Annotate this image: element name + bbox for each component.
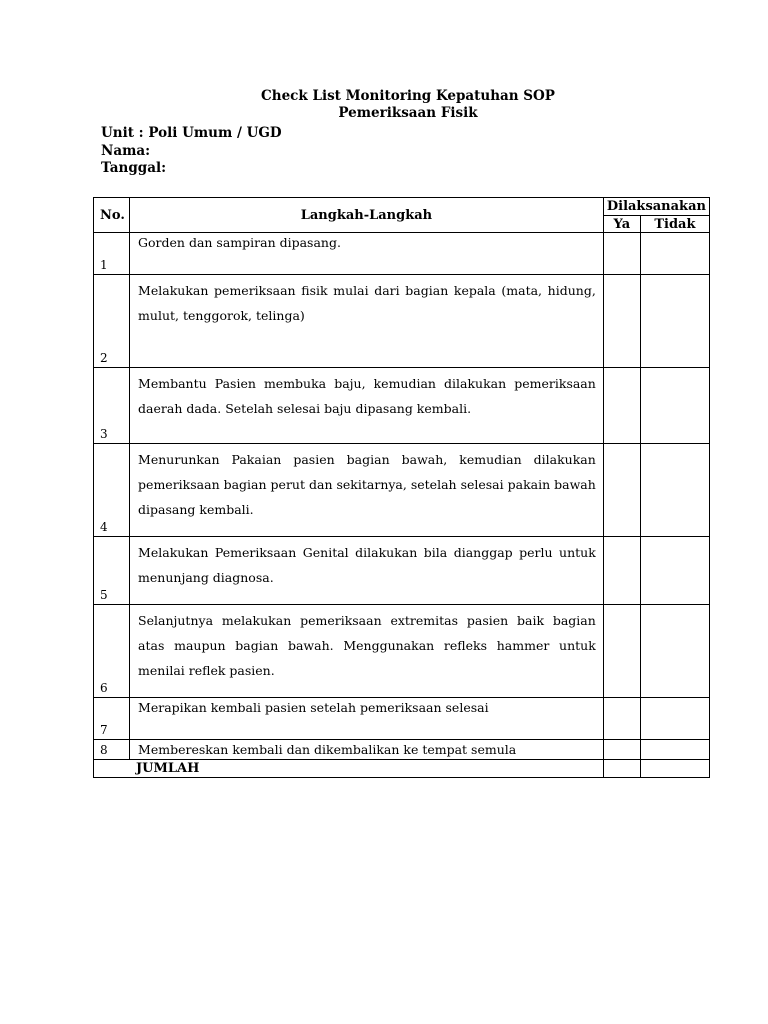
total-row: [94, 760, 710, 778]
tidak-cell[interactable]: [640, 368, 709, 444]
row-step: Melakukan Pemeriksaan Genital dilakukan bila dianggap perlu untuk menunjang diagnosa.: [130, 537, 604, 605]
tidak-cell[interactable]: [640, 233, 709, 275]
table-row: [94, 698, 710, 740]
header-dilaksanakan: Dilaksanakan: [603, 198, 709, 216]
unit-label: Unit : Poli Umum / UGD: [101, 125, 282, 141]
ya-cell[interactable]: [603, 444, 640, 537]
row-number: 2: [94, 275, 130, 368]
row-step: Membereskan kembali dan dikembalikan ke tempat semula: [130, 740, 604, 760]
row-number: 1: [94, 233, 130, 275]
row-step: Membantu Pasien membuka baju, kemudian dilakukan pemeriksaan daerah dada. Setelah selesai baju dipasang kembali.: [130, 368, 604, 444]
checklist-table: [93, 197, 710, 778]
ya-cell[interactable]: [603, 275, 640, 368]
table-row: [94, 537, 710, 605]
row-number: 5: [94, 537, 130, 605]
ya-cell[interactable]: [603, 537, 640, 605]
tanggal-label: Tanggal:: [101, 160, 167, 176]
tidak-total-cell[interactable]: [640, 760, 709, 778]
ya-cell[interactable]: [603, 698, 640, 740]
row-number: 4: [94, 444, 130, 537]
table-row: [94, 740, 710, 760]
ya-cell[interactable]: [603, 368, 640, 444]
document-subtitle: Pemeriksaan Fisik: [338, 105, 478, 121]
header-ya: Ya: [603, 216, 640, 233]
nama-label: Nama:: [101, 143, 151, 159]
row-step: Gorden dan sampiran dipasang.: [130, 233, 604, 275]
total-label: JUMLAH: [94, 760, 604, 778]
table-row: [94, 233, 710, 275]
row-step: Merapikan kembali pasien setelah pemeriksaan selesai: [130, 698, 604, 740]
row-step: Menurunkan Pakaian pasien bagian bawah, kemudian dilakukan pemeriksaan bagian perut dan sekitarnya, setelah selesai pakain bawah dipasang kembali.: [130, 444, 604, 537]
row-number: 7: [94, 698, 130, 740]
header-tidak: Tidak: [640, 216, 709, 233]
header-steps: Langkah-Langkah: [130, 198, 604, 233]
ya-cell[interactable]: [603, 605, 640, 698]
tidak-cell[interactable]: [640, 698, 709, 740]
tidak-cell[interactable]: [640, 537, 709, 605]
row-step: Melakukan pemeriksaan fisik mulai dari bagian kepala (mata, hidung, mulut, tenggorok, telinga): [130, 275, 604, 368]
row-number: 3: [94, 368, 130, 444]
tidak-cell[interactable]: [640, 740, 709, 760]
row-number: 6: [94, 605, 130, 698]
ya-total-cell[interactable]: [603, 760, 640, 778]
tidak-cell[interactable]: [640, 275, 709, 368]
ya-cell[interactable]: [603, 233, 640, 275]
tidak-cell[interactable]: [640, 444, 709, 537]
ya-cell[interactable]: [603, 740, 640, 760]
row-step: Selanjutnya melakukan pemeriksaan extremitas pasien baik bagian atas maupun bagian bawah. Menggunakan refleks hammer untuk menilai reflek pasien.: [130, 605, 604, 698]
table-row: [94, 275, 710, 368]
table-row: [94, 605, 710, 698]
document-title: Check List Monitoring Kepatuhan SOP: [261, 88, 555, 104]
header-no: No.: [94, 198, 130, 233]
tidak-cell[interactable]: [640, 605, 709, 698]
table-row: [94, 444, 710, 537]
table-row: [94, 368, 710, 444]
row-number: 8: [94, 740, 130, 760]
